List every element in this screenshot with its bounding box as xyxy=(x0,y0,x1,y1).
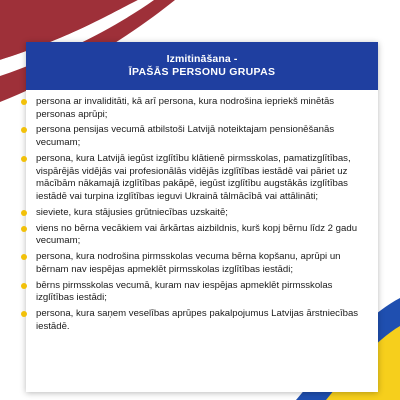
list-item xyxy=(26,207,378,220)
list-item-text: persona, kura saņem veselības aprūpes pakalpojumus Latvijas ārstniecības iestādē. xyxy=(36,307,359,332)
group-list xyxy=(26,96,378,336)
list-item-text: sieviete, kura stājusies grūtniecības uzskaitē; xyxy=(36,206,228,218)
header-title-line2: ĪPAŠĀS PERSONU GRUPAS xyxy=(128,66,276,78)
list-item-text: persona ar invaliditāti, kā arī persona, kura nodrošina iepriekš minētās personas aprūpi; xyxy=(36,96,335,120)
bullet-icon xyxy=(21,311,27,317)
bullet-icon xyxy=(21,210,27,216)
list-item xyxy=(26,96,378,121)
list-item xyxy=(26,308,378,333)
list-item xyxy=(26,223,378,248)
list-item-text: persona pensijas vecumā atbilstoši Latvijā noteiktajam pensionēšanās vecumam; xyxy=(36,124,335,149)
bullet-icon xyxy=(21,226,27,232)
list-item xyxy=(26,153,378,203)
list-item xyxy=(26,124,378,149)
bullet-icon xyxy=(21,283,27,289)
bullet-icon xyxy=(21,254,27,260)
header-title-line1: Izmitināšana - xyxy=(166,53,238,65)
bullet-icon xyxy=(21,156,27,162)
list-item-text: persona, kura Latvijā iegūst izglītību klātienē pirmsskolas, pamatizglītības, vispārējās vidējās vai profesionālās vidējās izglītības iestādē vai pāriet uz mācībām nākamajā izglītības pakāpē, iegūst izglītību augstākās izglītības iestādē vai turpina izglītības ieguvi Ukrainā tālmācībā vai attālināti; xyxy=(36,152,351,202)
info-card xyxy=(26,42,378,392)
list-item-text: viens no bērna vecākiem vai ārkārtas aizbildnis, kurš kopj bērnu līdz 2 gadu vecumam; xyxy=(36,222,358,247)
list-item xyxy=(26,251,378,276)
list-item-text: persona, kura nodrošina pirmsskolas vecuma bērna kopšanu, aprūpi un bērnam nav iespējas apmeklēt pirmsskolas izglītības iestādi; xyxy=(36,251,341,275)
list-item-text: bērns pirmsskolas vecumā, kuram nav iespējas apmeklēt pirmsskolas izglītības iestādi; xyxy=(36,279,333,304)
card-header xyxy=(26,42,378,90)
bullet-icon xyxy=(21,127,27,133)
list-item xyxy=(26,280,378,305)
bullet-icon xyxy=(21,99,27,105)
